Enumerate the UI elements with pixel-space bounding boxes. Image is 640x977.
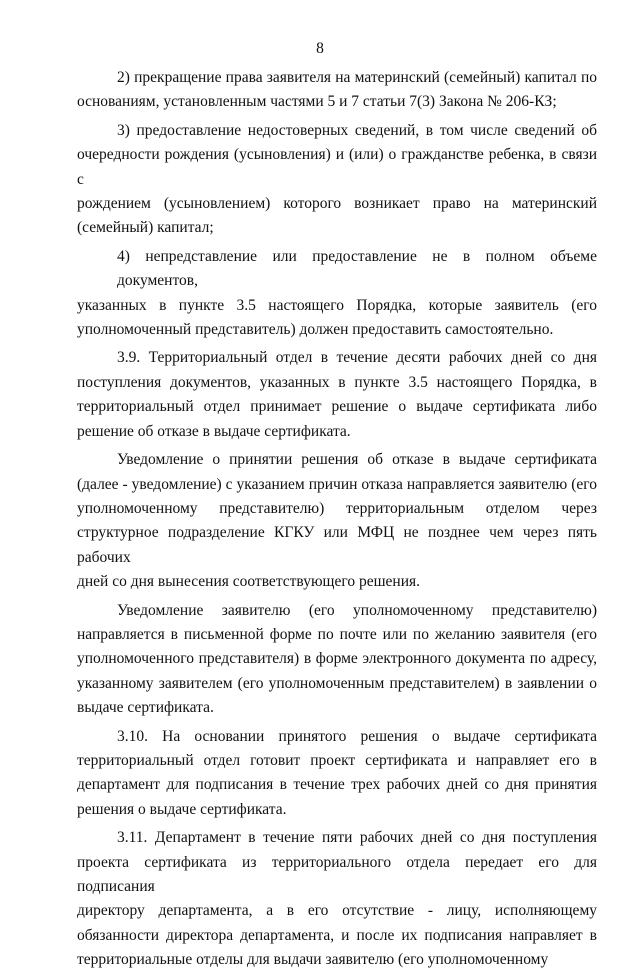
- paragraph-clause-3-9: [77, 346, 597, 444]
- text-line: основаниям, установленным частями 5 и 7 статьи 7(3) Закона № 206-КЗ;: [77, 93, 557, 111]
- text-line: 3) предоставление недостоверных сведений, в том числе сведений об: [117, 121, 597, 139]
- text-line: Уведомление о принятии решения об отказе в выдаче сертификата: [117, 451, 597, 469]
- text-line: 4) непредставление или предоставление не в полном объеме документов,: [117, 247, 597, 290]
- text-line: территориальные отделы для выдачи заявителю (его уполномоченному: [77, 951, 549, 969]
- page-number: 8: [316, 40, 324, 57]
- text-line: уполномоченному представителю) территориальным отделом через: [77, 499, 597, 517]
- text-line: департамент для подписания в течение трех рабочих дней со дня принятия: [77, 776, 597, 794]
- text-line: обязанности директора департамента, и после их подписания направляет в: [77, 926, 597, 944]
- paragraph-notification-1: [77, 448, 597, 594]
- text-line: очередности рождения (усыновления) и (или) о гражданстве ребенка, в связи с: [77, 146, 597, 188]
- paragraph-item-4: [77, 245, 597, 343]
- text-line: решения о выдаче сертификата.: [77, 800, 287, 818]
- text-line: выдаче сертификата.: [77, 699, 214, 717]
- text-line: (семейный) капитал;: [77, 219, 214, 237]
- text-line: (далее - уведомление) с указанием причин отказа направляется заявителю (его: [77, 475, 597, 493]
- paragraph-item-2: [77, 66, 597, 115]
- text-line: директору департамента, а в его отсутствие - лицу, исполняющему: [77, 902, 597, 920]
- text-line: 3.11. Департамент в течение пяти рабочих дней со дня поступления: [117, 829, 597, 847]
- paragraph-item-3: [77, 119, 597, 241]
- text-line: уполномоченного представителя) в форме электронного документа по адресу,: [77, 650, 597, 668]
- text-line: поступления документов, указанных в пункте 3.5 настоящего Порядка, в: [77, 373, 597, 391]
- text-line: структурное подразделение КГКУ или МФЦ не позднее чем через пять рабочих: [77, 524, 597, 566]
- text-line: территориальный отдел принимает решение о выдаче сертификата либо: [77, 398, 597, 416]
- text-line: 3.10. На основании принятого решения о выдаче сертификата: [117, 727, 597, 745]
- text-line: рождением (усыновлением) которого возникает право на материнский: [77, 195, 597, 213]
- text-line: 2) прекращение права заявителя на материнский (семейный) капитал по: [117, 69, 597, 86]
- paragraph-notification-2: [77, 599, 597, 721]
- document-body: [77, 66, 597, 977]
- paragraph-clause-3-11: [77, 826, 597, 972]
- text-line: указанных в пункте 3.5 настоящего Порядка, которые заявитель (его: [77, 296, 597, 314]
- text-line: территориальный отдел готовит проект сертификата и направляет его в: [77, 751, 597, 769]
- text-line: проекта сертификата из территориального отдела передает его для подписания: [77, 853, 597, 895]
- paragraph-clause-3-10: [77, 725, 597, 823]
- text-line: 3.9. Территориальный отдел в течение десяти рабочих дней со дня: [117, 349, 597, 367]
- text-line: решение об отказе в выдаче сертификата.: [77, 422, 351, 440]
- text-line: указанному заявителем (его уполномоченным представителем) в заявлении о: [77, 674, 597, 692]
- text-line: уполномоченный представитель) должен предоставить самостоятельно.: [77, 321, 554, 339]
- text-line: Уведомление заявителю (его уполномоченному представителю): [117, 601, 597, 619]
- text-line: дней со дня вынесения соответствующего решения.: [77, 573, 420, 591]
- text-line: направляется в письменной форме по почте или по желанию заявителя (его: [77, 625, 597, 643]
